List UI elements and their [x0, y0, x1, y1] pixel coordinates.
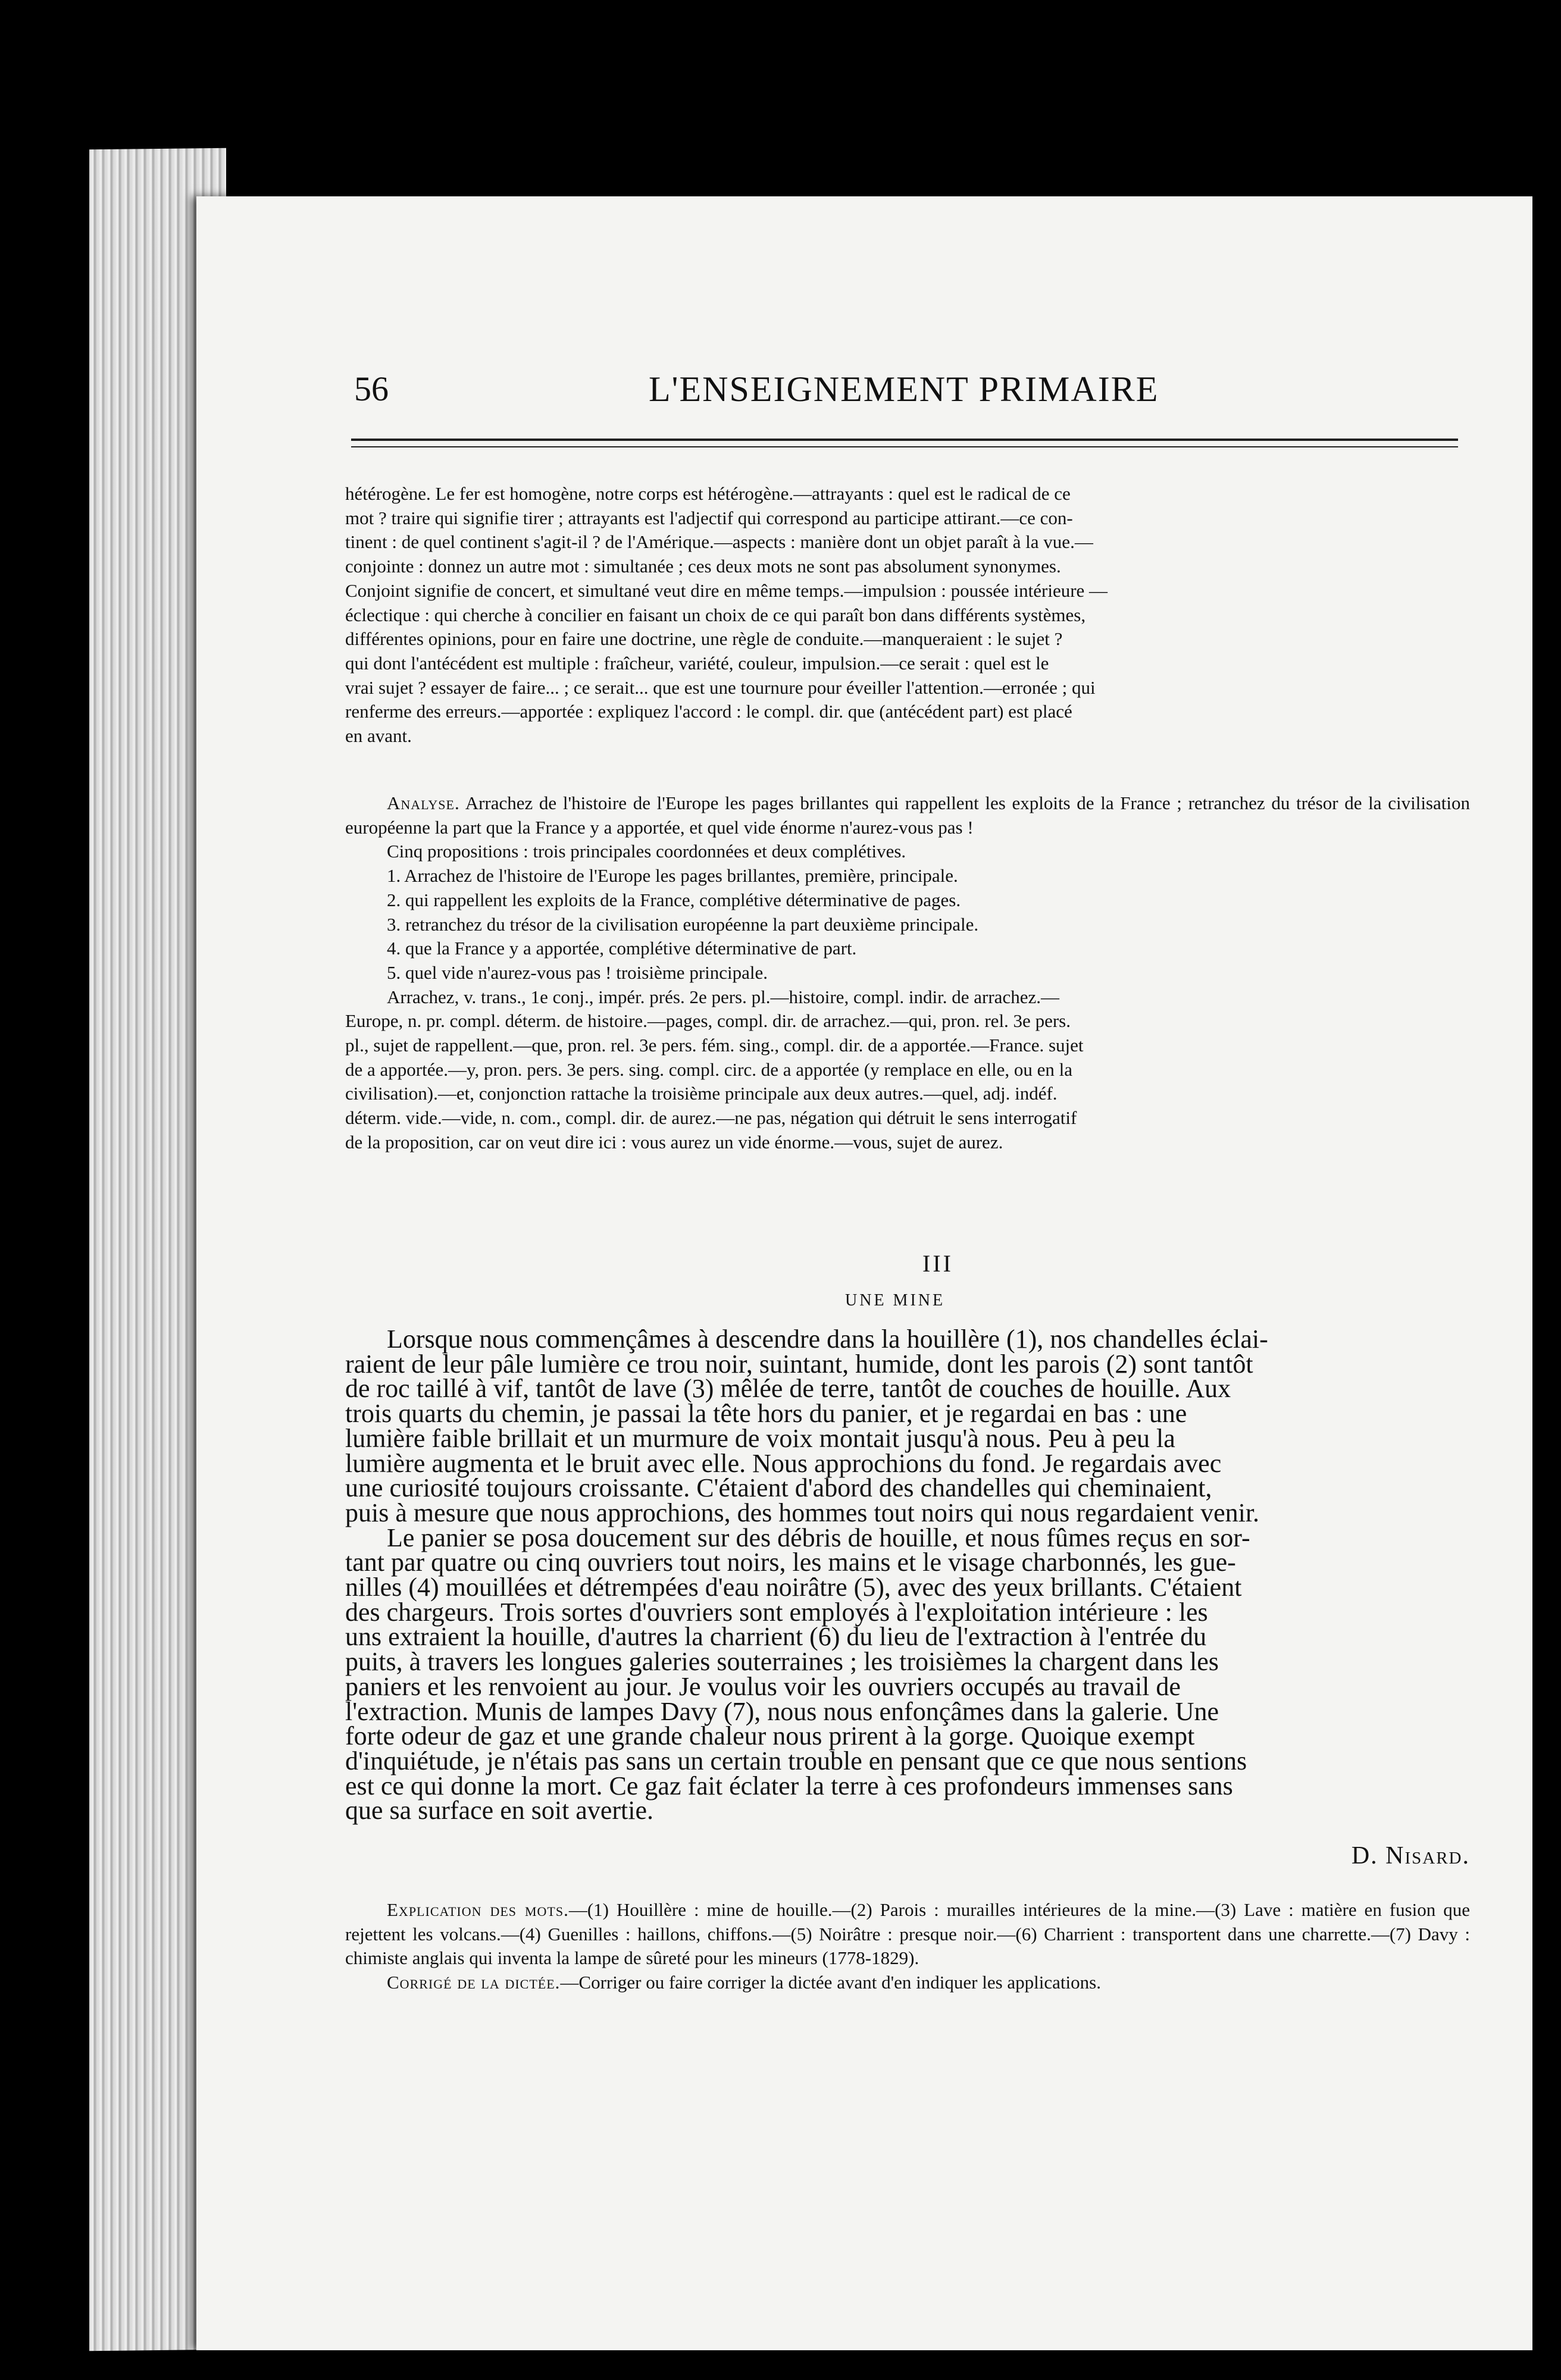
- analyse-detail-line: pl., sujet de rappellent.—que, pron. rel. 3e pers. fém. sing., compl. dir. de a apportée.—France. sujet: [345, 1035, 1084, 1056]
- analyse-summary: Cinq propositions : trois principales coordonnées et deux complétives.: [387, 841, 906, 862]
- analyse-item: 1. Arrachez de l'histoire de l'Europe les pages brillantes, première, principale.: [387, 865, 958, 887]
- text-line: tant par quatre ou cinq ouvriers tout noirs, les mains et le visage charbonnés, les gue-: [345, 1548, 1236, 1577]
- notes-line: en avant.: [345, 725, 412, 747]
- text-line: puis à mesure que nous approchions, des hommes tout noirs qui nous regardaient venir.: [345, 1498, 1260, 1527]
- running-head: L'ENSEIGNEMENT PRIMAIRE: [649, 369, 1159, 409]
- text-line: Le panier se posa doucement sur des débris de houille, et nous fûmes reçus en sor-: [387, 1523, 1250, 1552]
- section-title: UNE MINE: [845, 1291, 946, 1310]
- corrige-label: Corrigé de la dictée.: [387, 1972, 561, 1993]
- header-rule: [351, 439, 1458, 441]
- explication-section: [345, 1898, 1470, 1995]
- analyse-item: 3. retranchez du trésor de la civilisation européenne la part deuxième principale.: [387, 913, 979, 935]
- analyse-detail-line: de a apportée.—y, pron. pers. 3e pers. sing. compl. circ. de a apportée (y remplace en elle, ou en la: [345, 1059, 1072, 1080]
- section-numeral: III: [922, 1250, 953, 1277]
- author-signature: D. Nisard.: [1351, 1842, 1470, 1869]
- text-line: uns extraient la houille, d'autres la charrient (6) du lieu de l'extraction à l'entrée du: [345, 1622, 1207, 1652]
- analyse-item: 5. quel vide n'aurez-vous pas ! troisième principale.: [387, 962, 768, 983]
- text-line: lumière augmenta et le bruit avec elle. Nous approchions du fond. Je regardais avec: [345, 1448, 1222, 1478]
- analyse-detail-line: Arrachez, v. trans., 1e conj., impér. prés. 2e pers. pl.—histoire, compl. indir. de arrachez.—: [387, 986, 1059, 1007]
- explication-paragraph: [345, 1898, 1470, 1971]
- analyse-label: Analyse.: [387, 793, 460, 813]
- notes-line: mot ? traire qui signifie tirer ; attrayants est l'adjectif qui correspond au participe attirant.—ce con-: [345, 507, 1073, 528]
- notes-line: vrai sujet ? essayer de faire... ; ce serait... que est une tournure pour éveiller l'attention.—erronée ; qui: [345, 677, 1096, 698]
- corrige-paragraph: [345, 1971, 1470, 1995]
- analyse-item: 4. que la France y a apportée, complétive déterminative de part.: [387, 938, 857, 959]
- dictation-text: [345, 1324, 1470, 1825]
- book-page: [196, 196, 1532, 2350]
- notes-line: différentes opinions, pour en faire une doctrine, une règle de conduite.—manqueraient : le sujet ?: [345, 628, 1063, 650]
- explication-body: —(1) Houillère : mine de houille.—(2) Parois : murailles intérieures de la mine.—(3) Lave : matière en fusion que rejettent les volcans.—(4) Guenilles : haillons, chiffons.—(5) Noirâtre : presque noir.—(6) Charrient : transportent dans une charrette.—(7) Davy : chimiste anglais qui inventa la lampe de sûreté pour les mineurs (1778-1829).: [345, 1899, 1470, 1969]
- vocabulary-notes: [345, 482, 1470, 749]
- text-line: trois quarts du chemin, je passai la tête hors du panier, et je regardai en bas : une: [345, 1399, 1187, 1429]
- text-line: l'extraction. Munis de lampes Davy (7), nous nous enfonçâmes dans la galerie. Une: [345, 1696, 1219, 1726]
- analyse-detail-line: de la proposition, car on veut dire ici : vous aurez un vide énorme.—vous, sujet de aurez.: [345, 1131, 1003, 1153]
- text-line: est ce qui donne la mort. Ce gaz fait éclater la terre à ces profondeurs immenses sans: [345, 1771, 1233, 1800]
- notes-line: renferme des erreurs.—apportée : expliquez l'accord : le compl. dir. que (antécédent part) est placé: [345, 701, 1072, 722]
- text-line: de roc taillé à vif, tantôt de lave (3) mêlée de terre, tantôt de couches de houille. Aux: [345, 1374, 1231, 1404]
- text-line: lumière faible brillait et un murmure de voix montait jusqu'à nous. Peu à peu la: [345, 1423, 1175, 1453]
- text-line: nilles (4) mouillées et détrempées d'eau noirâtre (5), avec des yeux brillants. C'étaient: [345, 1573, 1242, 1602]
- notes-line: Conjoint signifie de concert, et simultané veut dire en même temps.—impulsion : poussée intérieure —: [345, 580, 1108, 601]
- text-line: forte odeur de gaz et une grande chaleur nous prirent à la gorge. Quoique exempt: [345, 1721, 1195, 1751]
- page-number: 56: [354, 369, 389, 408]
- notes-line: hétérogène. Le fer est homogène, notre corps est hétérogène.—attrayants : quel est le radical de ce: [345, 483, 1071, 504]
- notes-line: conjointe : donnez un autre mot : simultanée ; ces deux mots ne sont pas absolument synonymes.: [345, 556, 1061, 577]
- notes-line: qui dont l'antécédent est multiple : fraîcheur, variété, couleur, impulsion.—ce serait : quel est le: [345, 652, 1049, 674]
- header-rule-thin: [351, 446, 1458, 447]
- analyse-detail-line: civilisation).—et, conjonction rattache la troisième principale aux deux autres.—quel, adj. indéf.: [345, 1083, 1058, 1104]
- text-line: puits, à travers les longues galeries souterraines ; les troisièmes la chargent dans les: [345, 1647, 1219, 1677]
- analyse-detail-line: Europe, n. pr. compl. déterm. de histoire.—pages, compl. dir. de arrachez.—qui, pron. rel. 3e pers.: [345, 1010, 1071, 1032]
- text-line: paniers et les renvoient au jour. Je voulus voir les ouvriers occupés au travail de: [345, 1671, 1181, 1701]
- corrige-body: —Corriger ou faire corriger la dictée avant d'en indiquer les applications.: [560, 1972, 1101, 1993]
- analyse-item: 2. qui rappellent les exploits de la France, complétive déterminative de pages.: [387, 889, 961, 910]
- notes-line: éclectique : qui cherche à concilier en faisant un choix de ce qui paraît bon dans différents systèmes,: [345, 604, 1086, 625]
- text-line: des chargeurs. Trois sortes d'ouvriers sont employés à l'exploitation intérieure : les: [345, 1597, 1208, 1627]
- text-line: Lorsque nous commençâmes à descendre dans la houillère (1), nos chandelles éclai-: [387, 1324, 1268, 1354]
- explication-label: Explication des mots.: [387, 1899, 569, 1920]
- text-line: que sa surface en soit avertie.: [345, 1796, 653, 1825]
- analyse-section: [345, 791, 1470, 1155]
- analyse-intro: Arrachez de l'histoire de l'Europe les pages brillantes qui rappellent les exploits de la France ; retranchez du trésor de la civilisation européenne la part que la France y a apportée, et quel vide énorme n'aurez-vous pas !: [345, 793, 1470, 838]
- analyse-intro-paragraph: [345, 791, 1470, 840]
- text-line: une curiosité toujours croissante. C'étaient d'abord des chandelles qui cheminaient,: [345, 1473, 1212, 1503]
- notes-line: tinent : de quel continent s'agit-il ? de l'Amérique.—aspects : manière dont un objet paraît à la vue.—: [345, 531, 1093, 553]
- text-line: d'inquiétude, je n'étais pas sans un certain trouble en pensant que ce que nous sentions: [345, 1746, 1247, 1775]
- text-line: raient de leur pâle lumière ce trou noir, suintant, humide, dont les parois (2) sont tantôt: [345, 1349, 1253, 1379]
- analyse-detail-line: déterm. vide.—vide, n. com., compl. dir. de aurez.—ne pas, négation qui détruit le sens interrogatif: [345, 1107, 1077, 1129]
